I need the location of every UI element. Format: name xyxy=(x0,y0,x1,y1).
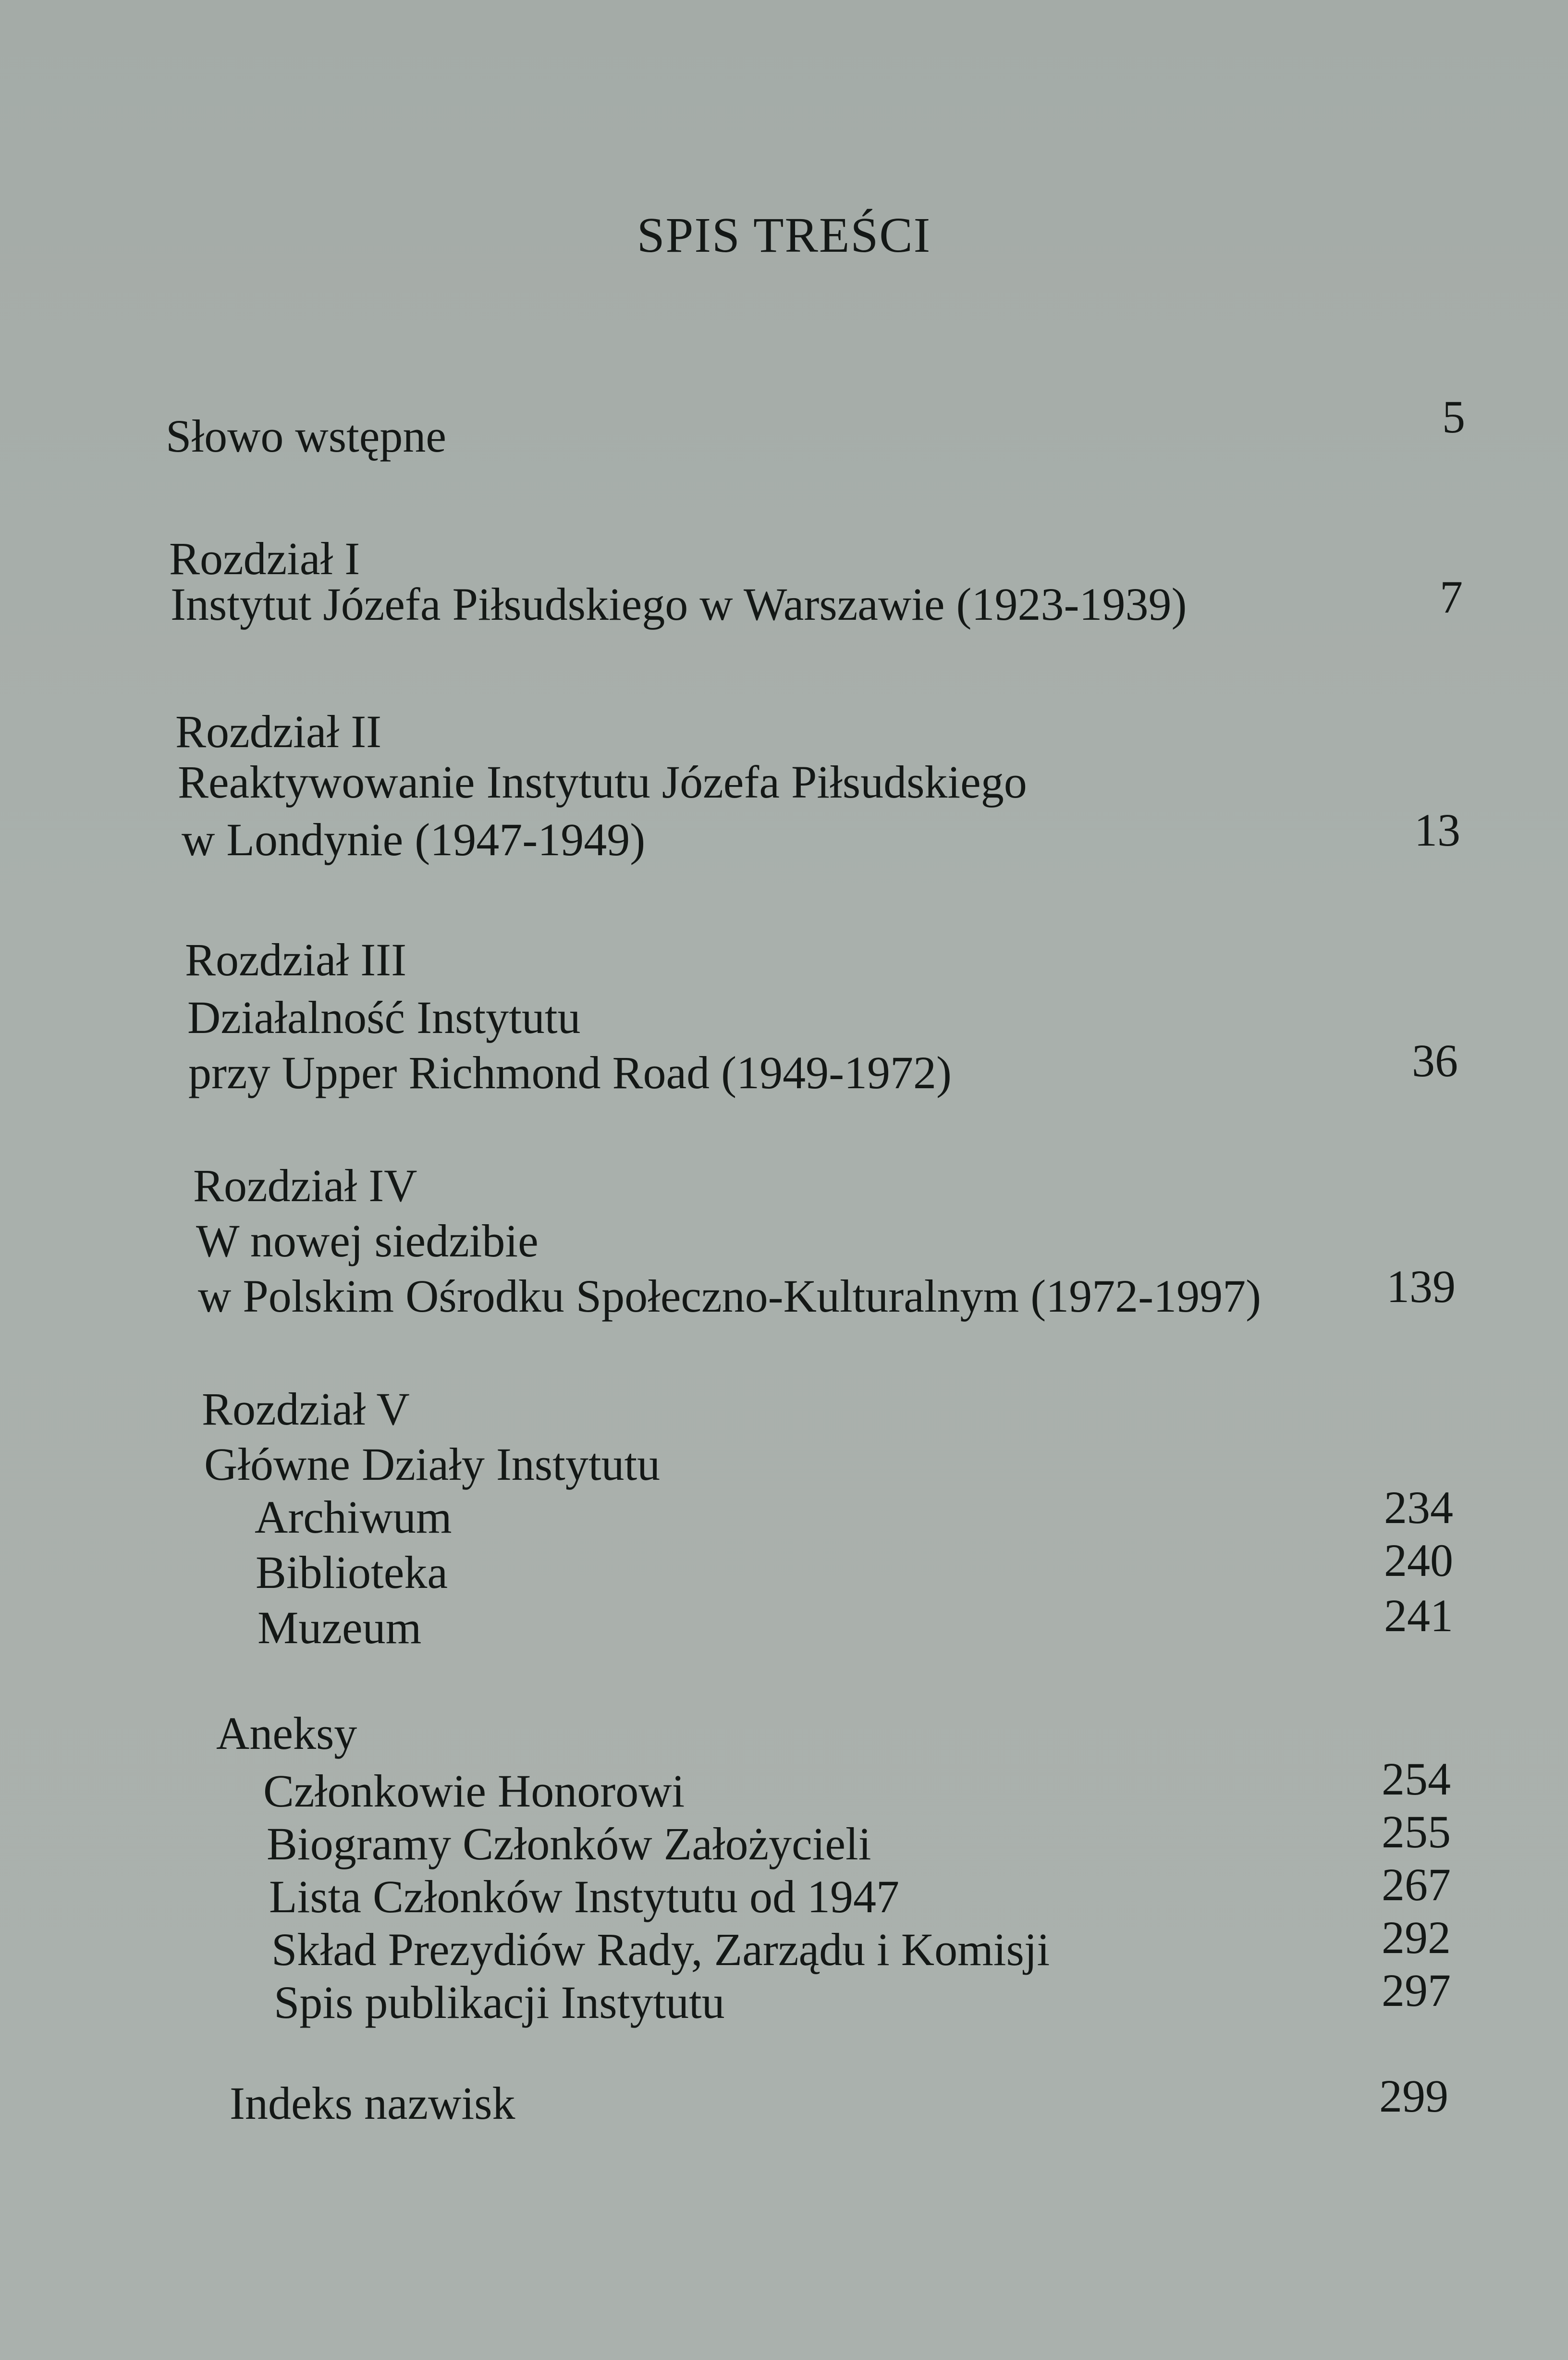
toc-chapter4-heading: Rozdział IV xyxy=(193,1160,417,1211)
page-title: SPIS TREŚCI xyxy=(637,208,931,263)
toc-annex-sub-page: 255 xyxy=(1382,1806,1451,1857)
toc-annex-sub-page: 254 xyxy=(1382,1753,1451,1805)
toc-annex-sub-page: 297 xyxy=(1382,1965,1451,2016)
toc-annex-sub-label: Spis publikacji Instytutu xyxy=(274,1977,725,2028)
toc-chapter5-heading: Rozdział V xyxy=(202,1383,410,1435)
toc-chapter5-sub-label: Muzeum xyxy=(257,1602,422,1653)
toc-chapter5-sub-label: Archiwum xyxy=(255,1491,452,1543)
toc-chapter3-title-line1: Działalność Instytutu xyxy=(187,992,581,1043)
toc-chapter2-page: 13 xyxy=(1414,804,1460,856)
toc-chapter3-page: 36 xyxy=(1412,1035,1458,1086)
toc-annex-sub-label: Skład Prezydiów Rady, Zarządu i Komisji xyxy=(271,1924,1050,1975)
toc-chapter4-page: 139 xyxy=(1386,1261,1456,1312)
toc-chapter4-title-line2: w Polskim Ośrodku Społeczno-Kulturalnym (1972-1997) xyxy=(198,1270,1262,1322)
toc-annex-sub-label: Biogramy Członków Założycieli xyxy=(267,1818,871,1869)
toc-chapter5-sub-page: 241 xyxy=(1384,1590,1453,1641)
toc-chapter2-title-line2: w Londynie (1947-1949) xyxy=(182,814,646,865)
toc-chapter1-page: 7 xyxy=(1440,571,1463,623)
toc-chapter1-title: Instytut Józefa Piłsudskiego w Warszawie (1923-1939) xyxy=(171,578,1187,630)
toc-chapter5-title: Główne Działy Instytutu xyxy=(204,1438,661,1490)
toc-chapter4-title-line1: W nowej siedzibie xyxy=(196,1215,539,1266)
toc-foreword-label: Słowo wstępne xyxy=(166,410,446,462)
toc-chapter3-title-line2: przy Upper Richmond Road (1949-1972) xyxy=(188,1047,952,1098)
toc-annex-sub-page: 292 xyxy=(1382,1912,1451,1963)
toc-chapter2-title-line1: Reaktywowanie Instytutu Józefa Piłsudskiego xyxy=(178,756,1027,808)
toc-index-page: 299 xyxy=(1379,2070,1448,2122)
toc-annex-sub-page: 267 xyxy=(1382,1859,1451,1910)
toc-chapter5-sub-label: Biblioteka xyxy=(256,1547,448,1598)
toc-chapter5-sub-page: 234 xyxy=(1384,1482,1453,1533)
toc-chapter3-heading: Rozdział III xyxy=(185,934,407,985)
toc-annex-heading: Aneksy xyxy=(216,1708,357,1759)
toc-annex-sub-label: Lista Członków Instytutu od 1947 xyxy=(269,1871,899,1922)
toc-chapter2-heading: Rozdział II xyxy=(175,706,382,757)
toc-chapter1-heading: Rozdział I xyxy=(169,533,360,584)
toc-chapter5-sub-page: 240 xyxy=(1384,1535,1453,1586)
toc-foreword-page: 5 xyxy=(1442,391,1465,442)
toc-index-label: Indeks nazwisk xyxy=(230,2077,515,2129)
toc-annex-sub-label: Członkowie Honorowi xyxy=(263,1765,685,1817)
